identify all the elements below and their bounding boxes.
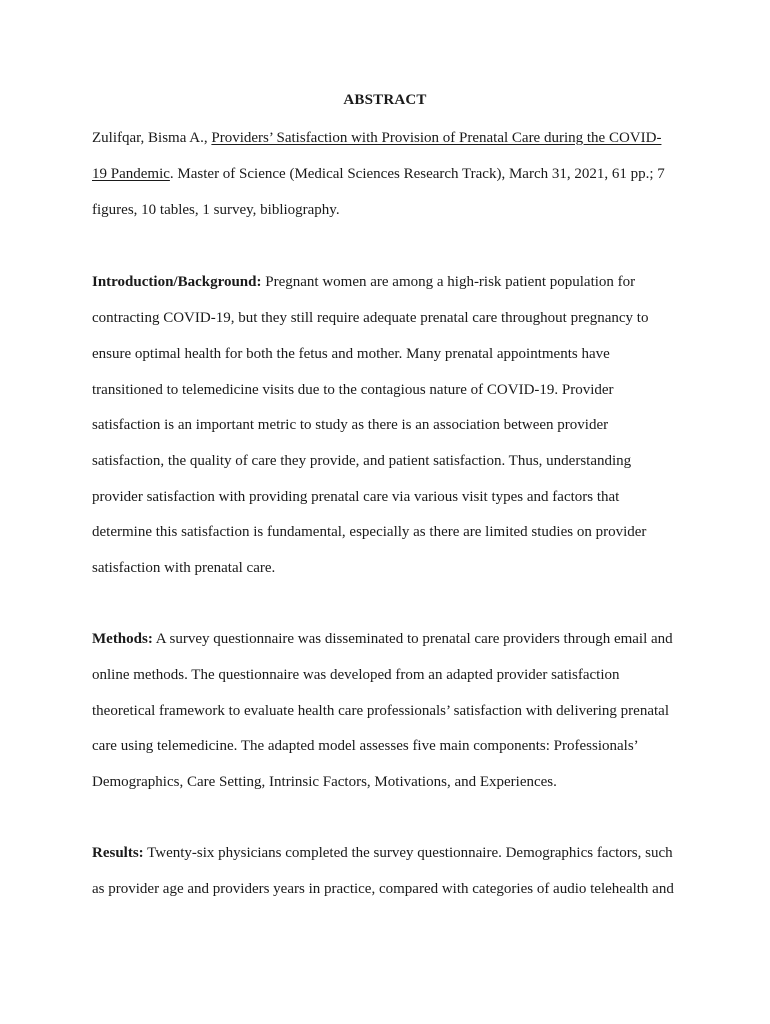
results-line-1 — [92, 843, 673, 863]
methods-heading: Methods: — [92, 631, 153, 647]
thesis-title-part1: Providers’ Satisfaction with Provision of Prenatal Care during the COVID- — [211, 130, 662, 146]
methods-line: theoretical framework to evaluate health care professionals’ satisfaction with delivering prenatal — [92, 703, 669, 719]
introduction-line: satisfaction is an important metric to study as there is an association between provider — [92, 417, 609, 433]
introduction-line: transitioned to telemedicine visits due to the contagious nature of COVID-19. Provider — [92, 382, 614, 398]
introduction-heading: Introduction/Background: — [92, 274, 262, 290]
methods-line: care using telemedicine. The adapted model assesses five main components: Professionals’ — [92, 738, 639, 754]
results-line: as provider age and providers years in practice, compared with categories of audio telehealth and — [92, 881, 674, 897]
introduction-line: satisfaction, the quality of care they provide, and patient satisfaction. Thus, understanding — [92, 453, 632, 469]
thesis-title-part2: 19 Pandemic — [92, 166, 170, 182]
introduction-text-start: Pregnant women are among a high-risk patient population for — [261, 274, 636, 290]
introduction-line: determine this satisfaction is fundamental, especially as there are limited studies on provider — [92, 524, 647, 540]
introduction-line: satisfaction with prenatal care. — [92, 560, 276, 576]
results-text-start: Twenty-six physicians completed the survey questionnaire. Demographics factors, such — [143, 845, 673, 861]
abstract-title: ABSTRACT — [343, 92, 427, 108]
citation-line-2 — [92, 164, 665, 184]
citation-line-3: figures, 10 tables, 1 survey, bibliography. — [92, 202, 340, 218]
introduction-line: contracting COVID-19, but they still require adequate prenatal care throughout pregnancy to — [92, 310, 649, 326]
results-heading: Results: — [92, 845, 144, 861]
methods-line: Demographics, Care Setting, Intrinsic Factors, Motivations, and Experiences. — [92, 774, 557, 790]
introduction-line: provider satisfaction with providing prenatal care via various visit types and factors that — [92, 489, 620, 505]
citation-line-1 — [92, 128, 661, 148]
methods-text-start: A survey questionnaire was disseminated to prenatal care providers through email and — [152, 631, 673, 647]
citation-author: Zulifqar, Bisma A., — [92, 130, 212, 146]
methods-line-1 — [92, 629, 673, 649]
citation-details: . Master of Science (Medical Sciences Research Track), March 31, 2021, 61 pp.; 7 — [169, 166, 665, 182]
methods-line: online methods. The questionnaire was developed from an adapted provider satisfaction — [92, 667, 620, 683]
introduction-line: ensure optimal health for both the fetus and mother. Many prenatal appointments have — [92, 346, 610, 362]
introduction-line-1 — [92, 272, 635, 292]
